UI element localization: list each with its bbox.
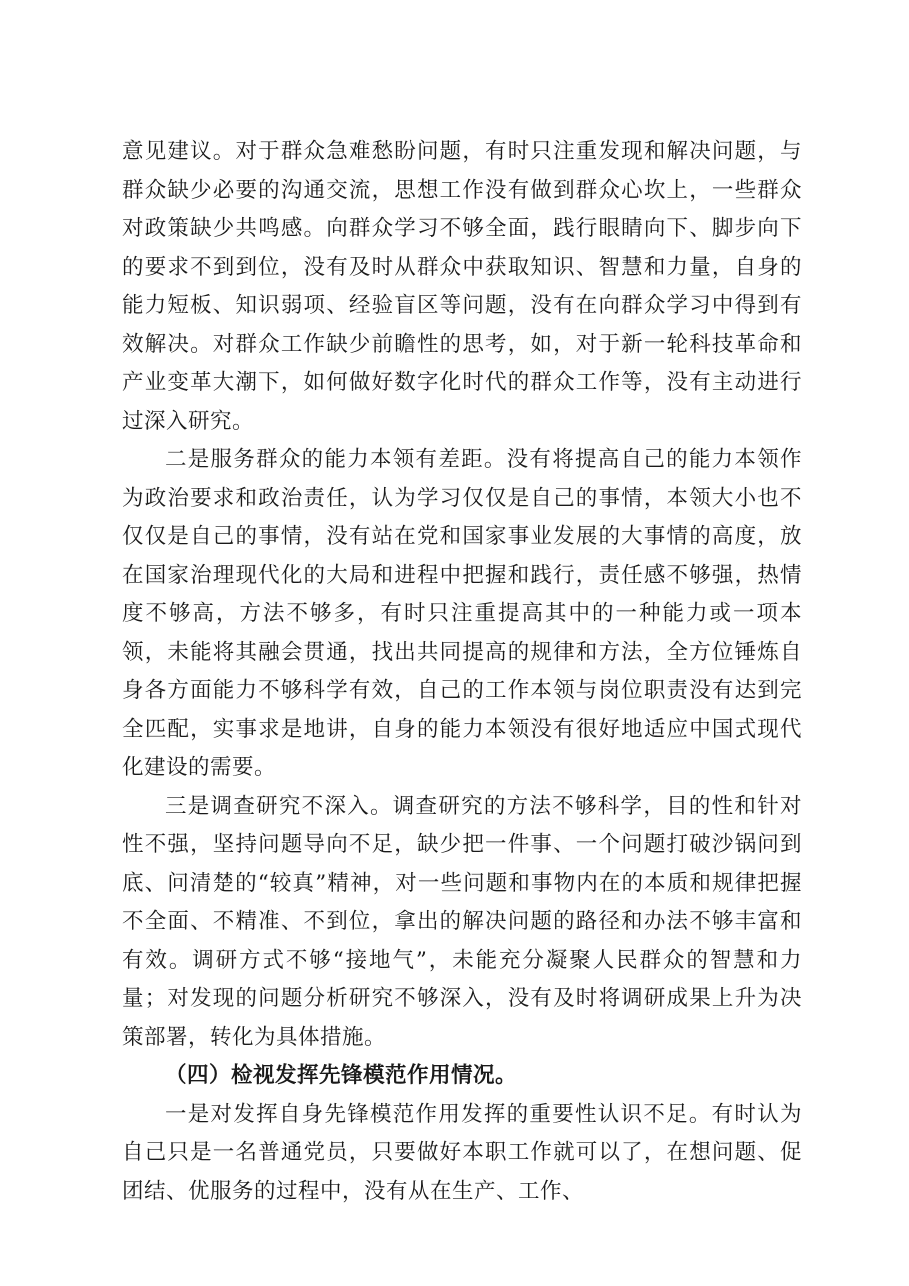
paragraph-ability-gap: 二是服务群众的能力本领有差距。没有将提高自己的能力本领作为政治要求和政治责任，认为学习仅仅是自己的事情，本领大小也不仅仅是自己的事情，没有站在党和国家事业发展的大事情的高度，放在国家治理现代化的大局和进程中把握和践行，责任感不够强，热情度不够高，方法不够多，有时只注重提高其中的一种能力或一项本领，未能将其融会贯通，找出共同提高的规律和方法，全方位锤炼自身各方面能力不够科学有效，自己的工作本领与岗位职责没有达到完全匹配，实事求是地讲，自身的能力本领没有很好地适应中国式现代化建设的需要。	[122, 447, 802, 780]
paragraph-continuation: 意见建议。对于群众急难愁盼问题，有时只注重发现和解决问题，与群众缺少必要的沟通交流，思想工作没有做到群众心坎上，一些群众对政策缺少共鸣感。向群众学习不够全面，践行眼睛向下、脚步向下的要求不到到位，没有及时从群众中获取知识、智慧和力量，自身的能力短板、知识弱项、经验盲区等问题，没有在向群众学习中得到有效解决。对群众工作缺少前瞻性的思考，如，对于新一轮科技革命和产业变革大潮下，如何做好数字化时代的群众工作等，没有主动进行过深入研究。	[122, 139, 802, 434]
paragraph-research-shallow: 三是调查研究不深入。调查研究的方法不够科学，目的性和针对性不强，坚持问题导向不足，缺少把一件事、一个问题打破沙锅问到底、问清楚的“较真”精神，对一些问题和事物内在的本质和规律把握不全面、不精准、不到位，拿出的解决问题的路径和办法不够丰富和有效。调研方式不够“接地气”，未能充分凝聚人民群众的智慧和力量；对发现的问题分析研究不够深入，没有及时将调研成果上升为决策部署，转化为具体措施。	[122, 793, 802, 1050]
document-body	[122, 133, 802, 1211]
paragraph-vanguard-role: 一是对发挥自身先锋模范作用发挥的重要性认识不足。有时认为自己只是一名普通党员，只要做好本职工作就可以了，在想问题、促团结、优服务的过程中，没有从在生产、工作、	[122, 1101, 802, 1204]
section-heading: （四）检视发挥先锋模范作用情况。	[165, 1063, 518, 1088]
